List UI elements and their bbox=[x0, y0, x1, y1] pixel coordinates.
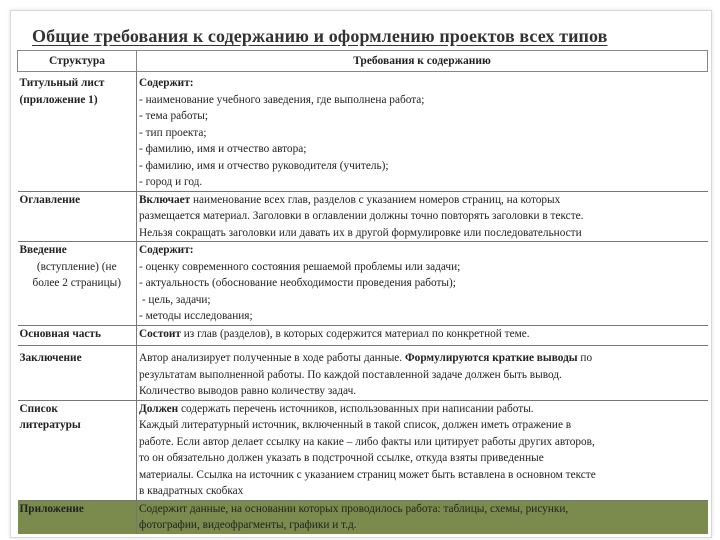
row-label-intro: Введение (вступление) (не более 2 страницы) bbox=[18, 242, 137, 326]
row-label-appendix: Приложение bbox=[18, 500, 137, 534]
table-row bbox=[18, 400, 708, 500]
row-content-main: Состоит из глав (разделов), в которых содержится материал по конкретной теме. bbox=[137, 325, 708, 346]
row-content-appendix: Содержит данные, на основании которых проводилось работа: таблицы, схемы, рисунки, фотографии, видеофрагменты, графики и т.д. bbox=[137, 500, 708, 534]
row-label-main: Основная часть bbox=[18, 325, 137, 346]
table-row bbox=[18, 72, 708, 192]
table-row bbox=[18, 500, 708, 534]
row-content-title-page: Содержит: - наименование учебного заведения, где выполнена работа; - тема работы; - тип проекта; - фамилию, имя и отчество автора; - фамилию, имя и отчество руководителя (учитель); - город и год. bbox=[137, 72, 708, 192]
table-header-row bbox=[18, 51, 708, 72]
table-row bbox=[18, 191, 708, 242]
requirements-table bbox=[17, 50, 708, 534]
table-row bbox=[18, 325, 708, 346]
row-label-references: Список литературы bbox=[18, 400, 137, 500]
header-requirements: Требования к содержанию bbox=[137, 51, 708, 72]
row-content-references: Должен содержать перечень источников, использованных при написании работы. Каждый литературный источник, включенный в такой список, должен иметь отражение в работе. Если автор делает ссылку на какие – либо факты или цитирует работы других авторов, то он обязательно должен указать в подстрочной ссылке, откуда взяты приведенные материалы. Ссылка на источник с указанием страниц может быть вставлена в основном тексте в квадратных скобках bbox=[137, 400, 708, 500]
page-title: Общие требования к содержанию и оформлению проектов всех типов bbox=[32, 26, 608, 46]
header-structure: Структура bbox=[18, 51, 137, 72]
row-content-conclusion: Автор анализирует полученные в ходе работы данные. Формулируются краткие выводы по результатам выполненной работы. По каждой поставленной задаче должен быть вывод. Количество выводов равно количеству задач. bbox=[137, 346, 708, 401]
table-row bbox=[18, 242, 708, 326]
table-row bbox=[18, 346, 708, 401]
row-content-intro: Содержит: - оценку современного состояния решаемой проблемы или задачи; - актуальность (обоснование необходимости проведения работы); - цель, задачи; - методы исследования; bbox=[137, 242, 708, 326]
row-label-conclusion: Заключение bbox=[18, 346, 137, 401]
row-label-contents: Оглавление bbox=[18, 191, 137, 242]
row-label-title-page: Титульный лист (приложение 1) bbox=[18, 72, 137, 192]
row-content-contents: Включает наименование всех глав, разделов с указанием номеров страниц, на которых размещается материал. Заголовки в оглавлении должны точно повторять заголовки в тексте. Нельзя сокращать заголовки или давать их в другой формулировке или последовательности bbox=[137, 191, 708, 242]
